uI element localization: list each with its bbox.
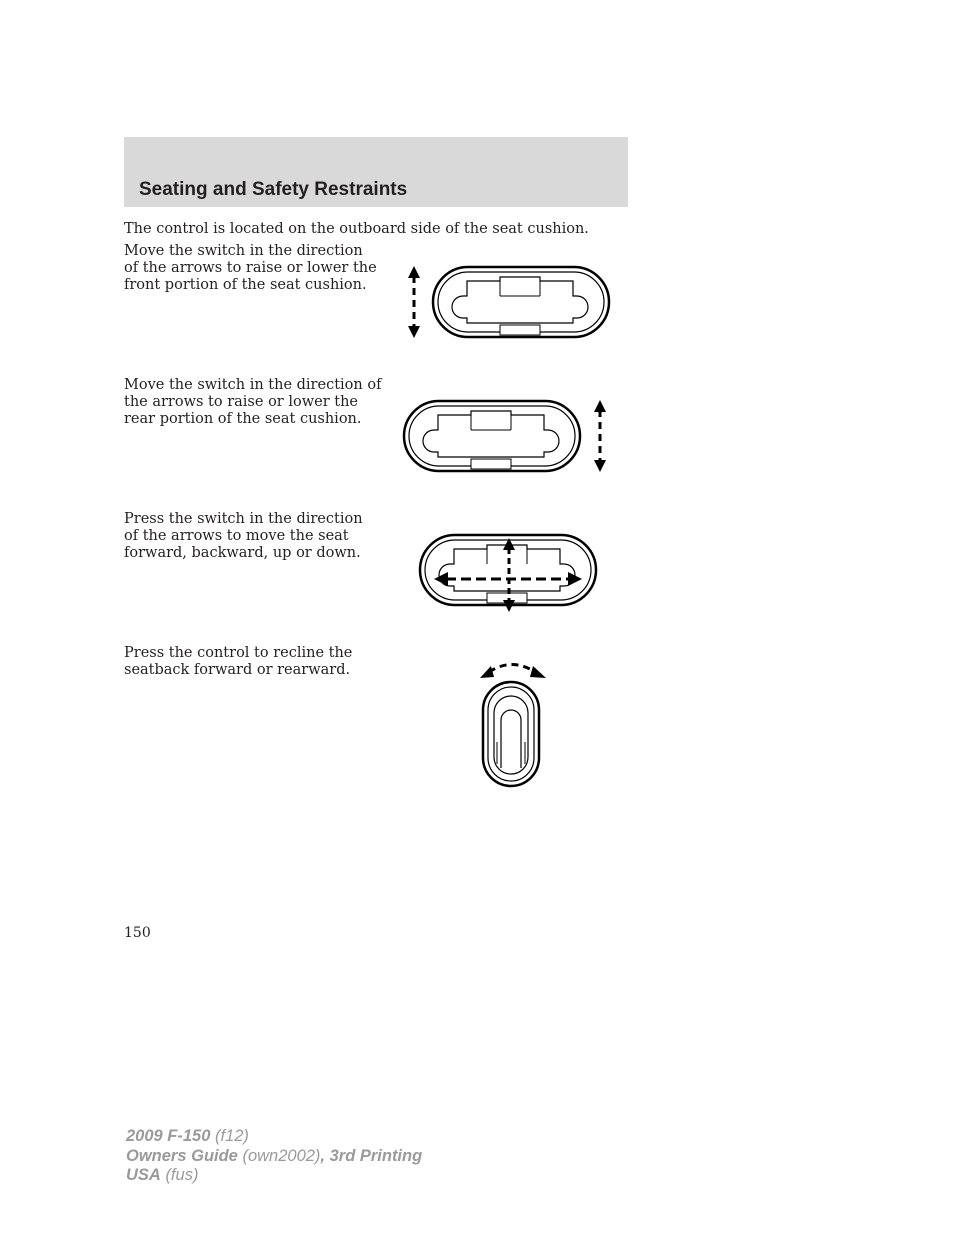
page-number: 150 (124, 925, 151, 941)
footer-guide-code: (own2002) (242, 1146, 321, 1165)
four-way-switch-illustration (410, 530, 610, 614)
footer-guide: Owners Guide (126, 1146, 238, 1165)
section-title: Seating and Safety Restraints (139, 179, 408, 200)
rear-cushion-switch-illustration (400, 396, 612, 478)
recline-instruction: Press the control to recline the seatback forward or rearward. (124, 645, 353, 678)
up-down-arrow-icon (594, 400, 606, 472)
front-cushion-instruction: Move the switch in the direction of the arrows to raise or lower the front portion of the seat cushion. (124, 243, 377, 293)
footer (126, 1127, 422, 1186)
curved-double-arrow-icon (480, 665, 546, 679)
footer-printing: , 3rd Printing (320, 1146, 423, 1165)
four-way-instruction: Press the switch in the direction of the arrows to move the seat forward, backward, up or down. (124, 511, 363, 561)
recline-control-illustration (470, 658, 554, 792)
front-cushion-switch-illustration (400, 262, 612, 344)
footer-region-code: (fus) (165, 1166, 199, 1184)
footer-model: 2009 F-150 (126, 1127, 211, 1145)
footer-model-code: (f12) (215, 1127, 249, 1145)
intro-text: The control is located on the outboard side of the seat cushion. (124, 221, 589, 237)
rear-cushion-instruction: Move the switch in the direction of the arrows to raise or lower the rear portion of the seat cushion. (124, 377, 382, 427)
up-down-arrow-icon (408, 266, 420, 338)
footer-region: USA (126, 1166, 161, 1184)
